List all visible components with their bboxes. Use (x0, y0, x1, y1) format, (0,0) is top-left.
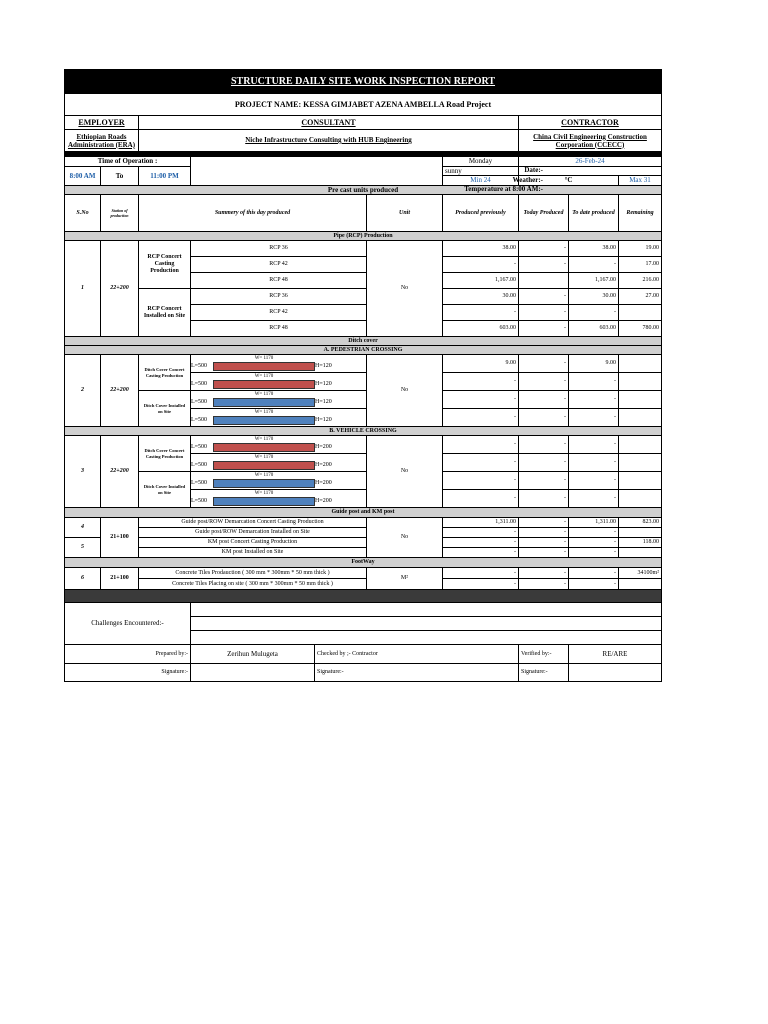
guide-station: 21+100 (101, 518, 139, 558)
table-row (65, 548, 662, 558)
table-row (65, 528, 662, 538)
pipe-todate: - (569, 305, 619, 321)
pipe-today: - (519, 305, 569, 321)
pipe-today: - (519, 321, 569, 337)
ditch-width-label: W= 1170 (254, 473, 274, 478)
ditch-group-installed: Ditch Cover Installed on Site (139, 391, 191, 427)
ditch-dimension-cell (191, 355, 367, 373)
ditch-width-label: W= 1170 (254, 374, 274, 379)
guide-prev: - (443, 548, 519, 558)
guide-todate: - (569, 538, 619, 548)
ditch-dimension-diagram (191, 454, 366, 471)
ditch-todate: - (569, 373, 619, 391)
prepared-by-label: Prepared by:- (65, 645, 191, 664)
col-today: Today Produced (519, 195, 569, 232)
ditch-today: - (519, 472, 569, 490)
ditch-dimension-cell (191, 472, 367, 490)
signature-field-prepared[interactable] (191, 664, 315, 682)
footway-title: FootWay (65, 558, 662, 568)
day-value: Monday (443, 157, 519, 167)
date-label: Date:- (524, 166, 543, 174)
ditch-cover-shape (213, 443, 315, 452)
ditch-height-label: H=120 (315, 417, 332, 423)
signature-label-prepared: Signature:- (65, 664, 191, 682)
footway-today: - (519, 568, 569, 579)
table-row (65, 391, 662, 409)
pipe-sn: 1 (65, 241, 101, 337)
ditch-dimension-cell (191, 454, 367, 472)
pipe-remaining (619, 305, 662, 321)
ditch-prev: - (443, 436, 519, 454)
guide-today: - (519, 548, 569, 558)
ditch-dimension-diagram (191, 355, 366, 372)
ditch-length-label: L=500 (191, 363, 208, 369)
challenges-label: Challenges Encountered:- (65, 603, 191, 645)
employer-label: EMPLOYER (65, 116, 139, 130)
ditch-dimension-diagram (191, 436, 366, 453)
challenges-line-2[interactable] (191, 617, 662, 631)
ditch-dimension-cell (191, 373, 367, 391)
ditch-height-label: H=120 (315, 363, 332, 369)
guide-todate: - (569, 528, 619, 538)
guide-today: - (519, 518, 569, 528)
weather-label: Weather:- (512, 175, 543, 184)
prepared-by-name: Zerihun Mulugeta (191, 645, 315, 664)
ditch-group-casting: Ditch Cover Concert Casting Production (139, 436, 191, 472)
ditch-group-installed: Ditch Cover Installed on Site (139, 472, 191, 508)
footway-remaining (619, 579, 662, 590)
ditch-todate: - (569, 391, 619, 409)
guide-remaining (619, 548, 662, 558)
ditch-remaining (619, 391, 662, 409)
pipe-todate: 1,167.00 (569, 273, 619, 289)
report-title: STRUCTURE DAILY SITE WORK INSPECTION REPORT (65, 70, 662, 94)
pipe-station: 22+200 (101, 241, 139, 337)
col-unit: Unit (367, 195, 443, 232)
pipe-prev: - (443, 305, 519, 321)
ditch-remaining (619, 436, 662, 454)
checked-by-label: Checked by ;- Contractor (315, 645, 519, 664)
ditch-unit: No (367, 436, 443, 508)
ditch-remaining (619, 472, 662, 490)
col-todate: To date produced (569, 195, 619, 232)
col-station: Station of production (101, 195, 139, 232)
precast-title: Pre cast units produced (65, 186, 662, 195)
temperature-label: Temperature at 8:00 AM:- (464, 185, 543, 193)
footway-unit: M² (367, 568, 443, 590)
ditch-cover-shape (213, 479, 315, 488)
ditch-remaining (619, 373, 662, 391)
pipe-remaining: 19.00 (619, 241, 662, 257)
pipe-remaining: 780.00 (619, 321, 662, 337)
time-of-operation-label: Time of Operation : (65, 157, 191, 167)
ditch-dimension-diagram (191, 490, 366, 507)
ditch-remaining (619, 409, 662, 427)
guide-item: KM post Concert Casting Production (139, 538, 367, 548)
report-table (64, 69, 662, 682)
guide-prev: 1,311.00 (443, 518, 519, 528)
col-remaining: Remaining (619, 195, 662, 232)
footway-remaining: 34100m² (619, 568, 662, 579)
pipe-group-installed: RCP Concert Installed on Site (139, 289, 191, 337)
table-row (65, 518, 662, 528)
ditch-today: - (519, 454, 569, 472)
ditch-today: - (519, 391, 569, 409)
table-row (65, 241, 662, 257)
section-divider (65, 590, 662, 603)
guide-sn: 4 (65, 518, 101, 538)
ditch-length-label: L=500 (191, 498, 208, 504)
pipe-prev: 1,167.00 (443, 273, 519, 289)
ditch-pedestrian-section (65, 355, 662, 427)
footway-sn: 6 (65, 568, 101, 590)
pipe-todate: 603.00 (569, 321, 619, 337)
ditch-length-label: L=500 (191, 399, 208, 405)
ditch-dimension-cell (191, 436, 367, 454)
footway-item: Concrete Tiles Prodauction ( 300 mm * 300mm * 50 mm thick ) (139, 568, 367, 579)
ditch-todate: - (569, 472, 619, 490)
pipe-prev: 603.00 (443, 321, 519, 337)
ditch-prev: - (443, 373, 519, 391)
ditch-sn: 2 (65, 355, 101, 427)
ditch-todate: - (569, 454, 619, 472)
ditch-today: - (519, 373, 569, 391)
pipe-title: Pipe (RCP) Production (65, 232, 662, 241)
guide-unit: No (367, 518, 443, 558)
date-weather-labels (254, 166, 543, 195)
footway-todate: - (569, 579, 619, 590)
signature-label-checked: Signature:- (315, 664, 519, 682)
pipe-prev: 30.00 (443, 289, 519, 305)
ditch-remaining (619, 355, 662, 373)
col-summary: Summery of this day produced (139, 195, 367, 232)
guide-today: - (519, 538, 569, 548)
guide-item: KM post Installed on Site (139, 548, 367, 558)
ditch-todate: - (569, 409, 619, 427)
ditch-vehicle-section (65, 436, 662, 508)
ditch-length-label: L=500 (191, 480, 208, 486)
ditch-group-casting: Ditch Cover Concert Casting Production (139, 355, 191, 391)
ditch-station: 22+200 (101, 355, 139, 427)
guide-remaining: 118.00 (619, 538, 662, 548)
ditch-prev: - (443, 472, 519, 490)
temp-min: Min 24 (443, 176, 519, 186)
challenges-line-1[interactable] (191, 603, 662, 617)
pipe-item: RCP 36 (191, 289, 367, 305)
ditch-today: - (519, 355, 569, 373)
table-row (65, 579, 662, 590)
ditch-length-label: L=500 (191, 417, 208, 423)
ditch-prev: - (443, 409, 519, 427)
ditch-today: - (519, 409, 569, 427)
pipe-item: RCP 48 (191, 321, 367, 337)
pipe-prev: 38.00 (443, 241, 519, 257)
pipe-item: RCP 42 (191, 305, 367, 321)
pipe-item: RCP 42 (191, 257, 367, 273)
guide-title: Guide post and KM post (65, 508, 662, 518)
pipe-today: - (519, 289, 569, 305)
pipe-today (519, 273, 569, 289)
col-sn: S.No (65, 195, 101, 232)
challenges-line-3[interactable] (191, 631, 662, 645)
ditch-dimension-diagram (191, 472, 366, 489)
ditch-remaining (619, 490, 662, 508)
pipe-prev: - (443, 257, 519, 273)
pipe-item: RCP 36 (191, 241, 367, 257)
ditch-width-label: W= 1170 (254, 491, 274, 496)
ditch-dimension-cell (191, 490, 367, 508)
pipe-group-casting: RCP Concert Casting Production (139, 241, 191, 289)
ditch-dimension-diagram (191, 391, 366, 408)
ditch-todate: - (569, 490, 619, 508)
ditch-width-label: W= 1170 (254, 410, 274, 415)
guide-today: - (519, 528, 569, 538)
pipe-item: RCP 48 (191, 273, 367, 289)
ditch-todate: 9.00 (569, 355, 619, 373)
consultant-name: Niche Infrastructure Consulting with HUB Engineering (139, 130, 519, 152)
ditch-a-title: A. PEDESTRIAN CROSSING (65, 346, 662, 355)
table-row (65, 568, 662, 579)
ditch-dimension-cell (191, 409, 367, 427)
employer-name: Ethiopian Roads Administration (ERA) (65, 130, 139, 152)
ditch-dimension-diagram (191, 409, 366, 426)
table-row (65, 538, 662, 548)
ditch-prev: - (443, 490, 519, 508)
ditch-prev: - (443, 391, 519, 409)
ditch-today: - (519, 490, 569, 508)
temp-unit: °C (519, 176, 619, 186)
pipe-todate: 38.00 (569, 241, 619, 257)
project-name: PROJECT NAME: KESSA GIMJABET AZENA AMBELLA Road Project (65, 94, 662, 116)
ditch-width-label: W= 1170 (254, 356, 274, 361)
ditch-prev: 9.00 (443, 355, 519, 373)
ditch-cover-shape (213, 398, 315, 407)
ditch-cover-shape (213, 461, 315, 470)
ditch-cover-shape (213, 380, 315, 389)
guide-item: Guide post/ROW Demarcation Installed on Site (139, 528, 367, 538)
ditch-unit: No (367, 355, 443, 427)
table-row (65, 289, 662, 305)
ditch-height-label: H=200 (315, 480, 332, 486)
footway-todate: - (569, 568, 619, 579)
ditch-cover-shape (213, 362, 315, 371)
guide-todate: 1,311.00 (569, 518, 619, 528)
pipe-remaining: 27.00 (619, 289, 662, 305)
guide-remaining (619, 528, 662, 538)
ditch-dimension-cell (191, 391, 367, 409)
ditch-sn: 3 (65, 436, 101, 508)
consultant-label: CONSULTANT (139, 116, 519, 130)
temp-max: Max 31 (619, 176, 662, 186)
ditch-height-label: H=200 (315, 462, 332, 468)
weather-value: sunny (443, 167, 519, 176)
table-row (65, 355, 662, 373)
table-row (65, 436, 662, 454)
ditch-height-label: H=120 (315, 381, 332, 387)
ditch-length-label: L=500 (191, 381, 208, 387)
guide-prev: - (443, 528, 519, 538)
ditch-remaining (619, 454, 662, 472)
guide-item: Guide post/ROW Demarcation Concert Casting Production (139, 518, 367, 528)
pipe-unit: No (367, 241, 443, 337)
ditch-length-label: L=500 (191, 462, 208, 468)
guide-prev: - (443, 538, 519, 548)
pipe-remaining: 216.00 (619, 273, 662, 289)
guide-remaining: 823.00 (619, 518, 662, 528)
ditch-height-label: H=120 (315, 399, 332, 405)
signature-label-verified: Signature:- (519, 664, 569, 682)
footway-prev: - (443, 568, 519, 579)
start-time: 8:00 AM (65, 167, 101, 186)
ditch-length-label: L=500 (191, 444, 208, 450)
footway-station: 21+100 (101, 568, 139, 590)
verified-by-name: RE/ARE (569, 645, 662, 664)
footway-prev: - (443, 579, 519, 590)
pipe-remaining: 17.00 (619, 257, 662, 273)
ditch-width-label: W= 1170 (254, 392, 274, 397)
guide-todate: - (569, 548, 619, 558)
inspection-report-sheet (64, 69, 661, 682)
contractor-name: China Civil Engineering Construction Corporation (CCECC) (519, 130, 662, 152)
ditch-b-title: B. VEHICLE CROSSING (65, 427, 662, 436)
ditch-height-label: H=200 (315, 444, 332, 450)
ditch-cover-shape (213, 416, 315, 425)
ditch-prev: - (443, 454, 519, 472)
ditch-today: - (519, 436, 569, 454)
ditch-width-label: W= 1170 (254, 437, 274, 442)
verified-by-label: Verified by:- (519, 645, 569, 664)
to-label: To (101, 167, 139, 186)
pipe-today: - (519, 241, 569, 257)
ditch-todate: - (569, 436, 619, 454)
ditch-height-label: H=200 (315, 498, 332, 504)
ditch-station: 22+200 (101, 436, 139, 508)
footway-today: - (519, 579, 569, 590)
pipe-today: - (519, 257, 569, 273)
footway-item: Concrete Tiles Placing on site ( 300 mm * 300mm * 50 mm thick ) (139, 579, 367, 590)
col-prev: Produced previously (443, 195, 519, 232)
contractor-label: CONTRACTOR (519, 116, 662, 130)
pipe-todate: 30.00 (569, 289, 619, 305)
ditch-title: Ditch cover (65, 337, 662, 346)
pipe-todate: - (569, 257, 619, 273)
date-value: 26-Feb-24 (519, 157, 662, 167)
ditch-width-label: W= 1170 (254, 455, 274, 460)
signature-field-verified[interactable] (569, 664, 662, 682)
table-row (65, 472, 662, 490)
ditch-dimension-diagram (191, 373, 366, 390)
end-time: 11:00 PM (139, 167, 191, 186)
ditch-cover-shape (213, 497, 315, 506)
km-sn: 5 (65, 538, 101, 558)
